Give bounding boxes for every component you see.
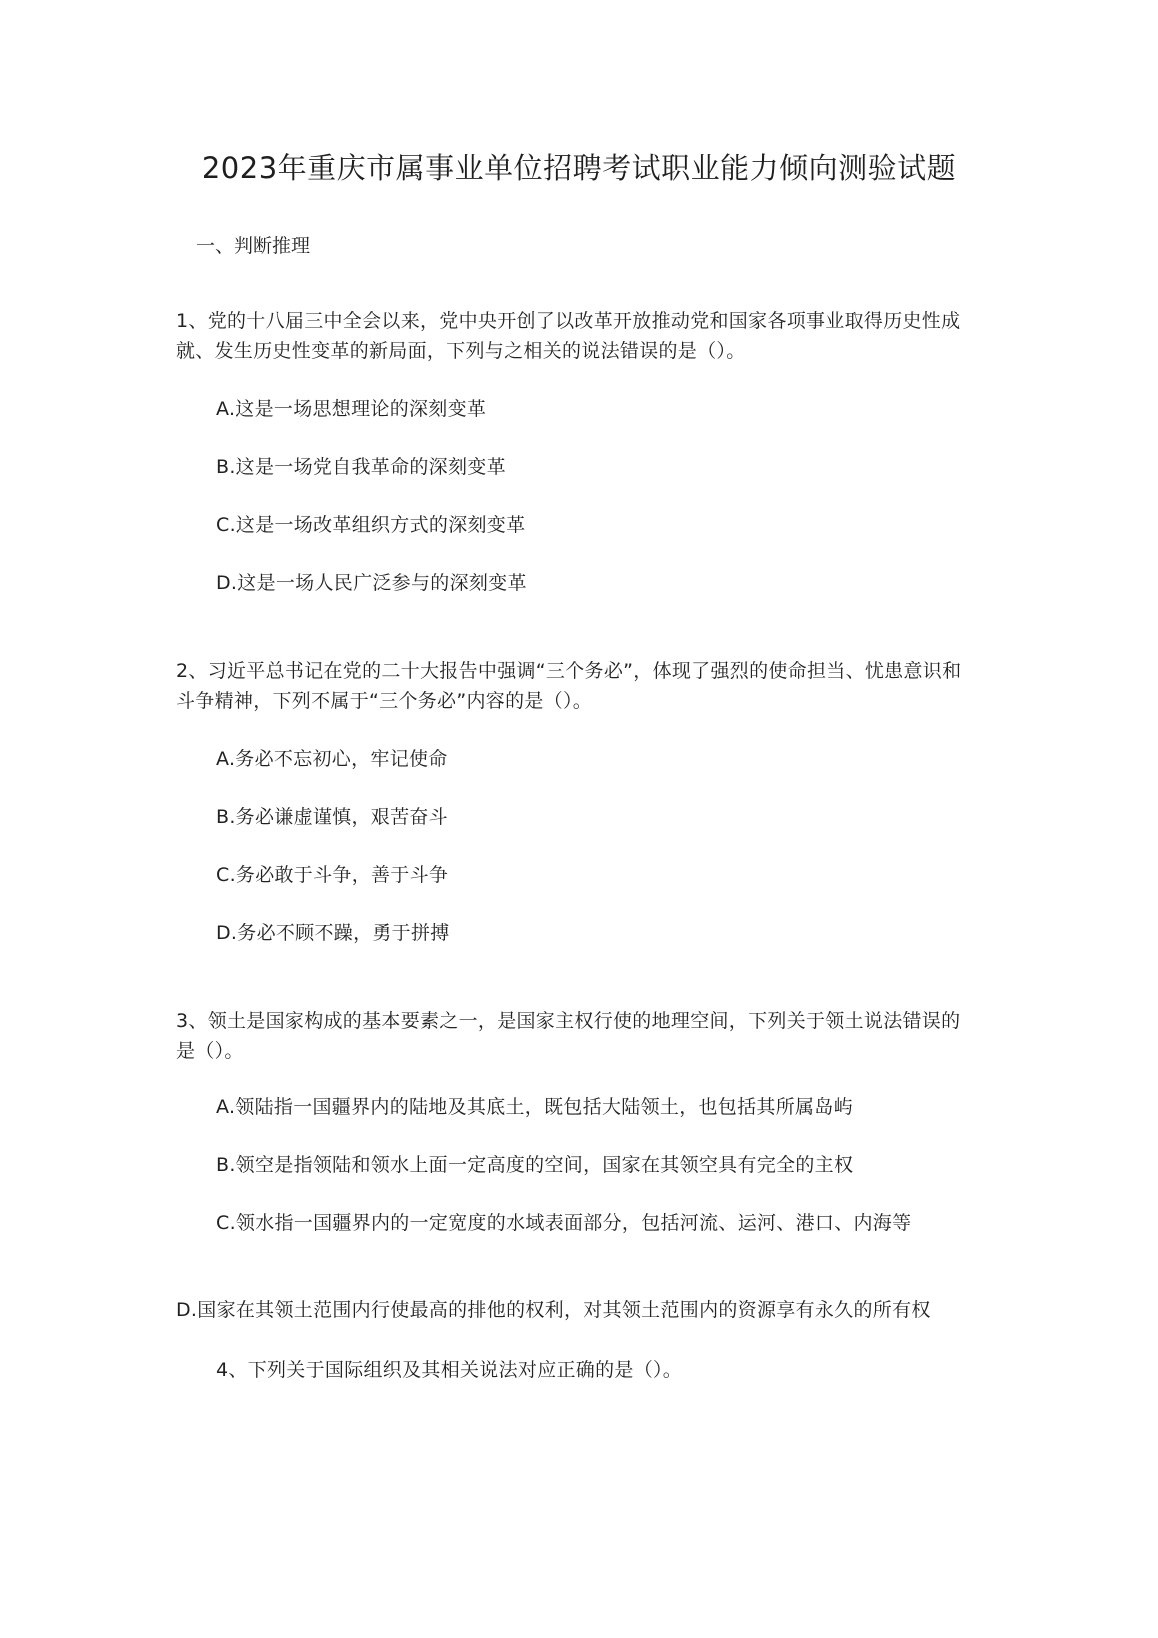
question-3-option-a: A.领陆指一国疆界内的陆地及其底土，既包括大陆领土，也包括其所属岛屿 <box>216 1096 853 1118</box>
question-2-text: 2、习近平总书记在党的二十大报告中强调“三个务必”，体现了强烈的使命担当、忧患意识和斗争精神，下列不属于“三个务必”内容的是（）。 <box>176 660 962 712</box>
question-2-option-d: D.务必不顾不躁，勇于拼搏 <box>216 922 450 944</box>
question-3-option-b: B.领空是指领陆和领水上面一定高度的空间，国家在其领空具有完全的主权 <box>216 1154 854 1176</box>
question-3-option-c: C.领水指一国疆界内的一定宽度的水域表面部分，包括河流、运河、港口、内海等 <box>216 1212 912 1234</box>
question-4-text: 4、下列关于国际组织及其相关说法对应正确的是（）。 <box>216 1359 683 1381</box>
question-2-option-b: B.务必谦虚谨慎，艰苦奋斗 <box>216 806 448 828</box>
question-3-option-d: D.国家在其领土范围内行使最高的排他的权利，对其领土范围内的资源享有永久的所有权 <box>176 1299 931 1321</box>
question-2-option-a: A.务必不忘初心，牢记使命 <box>216 748 448 770</box>
question-1-text: 1、党的十八届三中全会以来，党中央开创了以改革开放推动党和国家各项事业取得历史性成就、发生历史性变革的新局面，下列与之相关的说法错误的是（）。 <box>176 310 961 362</box>
document-title: 2023年重庆市属事业单位招聘考试职业能力倾向测验试题 <box>201 151 957 185</box>
question-3-text: 3、领土是国家构成的基本要素之一，是国家主权行使的地理空间，下列关于领土说法错误的是（）。 <box>176 1010 961 1062</box>
question-1-option-d: D.这是一场人民广泛参与的深刻变革 <box>216 572 527 594</box>
question-1-option-b: B.这是一场党自我革命的深刻变革 <box>216 456 506 478</box>
section-heading: 一、判断推理 <box>196 235 311 257</box>
question-1-option-c: C.这是一场改革组织方式的深刻变革 <box>216 514 526 536</box>
question-1-option-a: A.这是一场思想理论的深刻变革 <box>216 398 487 420</box>
question-2-option-c: C.务必敢于斗争，善于斗争 <box>216 864 449 886</box>
